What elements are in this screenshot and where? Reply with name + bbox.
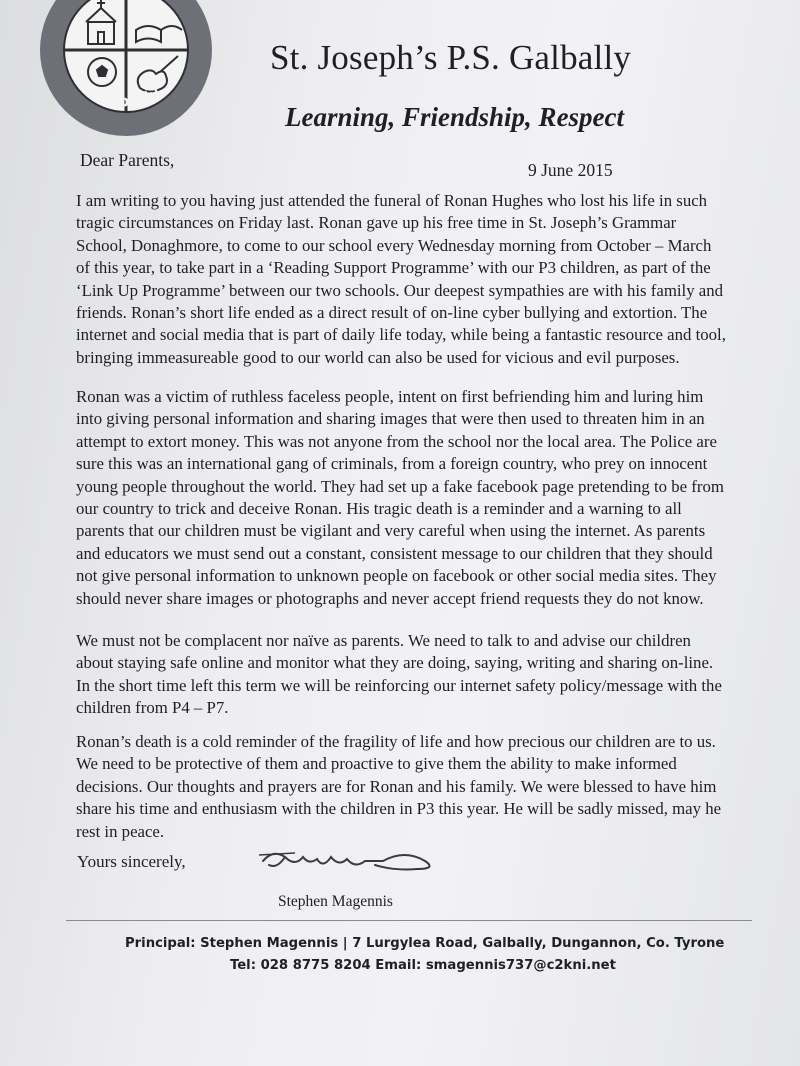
text-line: We need to be protective of them and proactive to give them the ability to make informed bbox=[76, 754, 677, 774]
handwritten-signature bbox=[255, 843, 445, 879]
school-motto: Learning, Friendship, Respect bbox=[285, 102, 625, 132]
text-line: and educators we must send out a constant, consistent message to our children that they should bbox=[76, 543, 713, 563]
letter-paragraph-4 bbox=[76, 731, 754, 843]
letter-date: 9 June 2015 bbox=[528, 160, 613, 180]
letter-closing: Yours sincerely, bbox=[77, 852, 186, 871]
text-line: We must not be complacent nor naïve as parents. We need to talk to and advise our children bbox=[76, 631, 691, 650]
text-line: ‘Link Up Programme’ between our two schools. Our deepest sympathies are with his family and bbox=[76, 280, 724, 300]
text-line: should never share images or photographs and never accept friend requests they do not know. bbox=[76, 588, 704, 608]
text-line: young people throughout the world. They had set up a fake facebook page pretending to be from bbox=[76, 476, 724, 496]
letter-paragraph-1 bbox=[76, 190, 754, 369]
letter-greeting: Dear Parents, bbox=[80, 150, 175, 170]
text-line: into giving personal information and sharing images that were then used to threaten him in an bbox=[76, 409, 705, 429]
text-line: Ronan’s death is a cold reminder of the fragility of life and how precious our children are to us. bbox=[76, 732, 716, 751]
signer-name: Stephen Magennis bbox=[278, 893, 393, 910]
crest-text: Galbally bbox=[87, 82, 165, 111]
text-line: bringing immeasureable good to our world can also be used for vicious and evil purposes. bbox=[76, 347, 680, 367]
text-line: not give personal information to unknown people on facebook or other social media sites. They bbox=[76, 566, 717, 586]
text-line: attempt to extort money. This was not anyone from the school nor the local area. The Police are bbox=[76, 431, 717, 451]
text-line: of this year, to take part in a ‘Reading Support Programme’ with our P3 children, as part of the bbox=[76, 258, 711, 278]
text-line: School, Donaghmore, to come to our school every Wednesday morning from October – March bbox=[76, 235, 712, 255]
letter-paragraph-3 bbox=[76, 630, 754, 720]
text-line: share his time and enthusiasm with the children in P3 this year. He will be sadly missed, may he bbox=[76, 799, 722, 819]
text-line: decisions. Our thoughts and prayers are for Ronan and his family. We were blessed to have him bbox=[76, 776, 717, 796]
text-line: our country to trick and deceive Ronan. His tragic death is a reminder and a warning to all bbox=[76, 499, 682, 519]
footer-divider bbox=[66, 920, 752, 921]
text-line: I am writing to you having just attended the funeral of Ronan Hughes who lost his life in such bbox=[76, 191, 708, 210]
school-crest-logo bbox=[36, 0, 216, 140]
text-line: parents that our children must be vigilant and very careful when using the internet. As parents bbox=[76, 521, 706, 541]
text-line: In the short time left this term we will be reinforcing our internet safety policy/message with the bbox=[76, 675, 722, 695]
letter-paragraph-2 bbox=[76, 386, 754, 610]
text-line: Ronan was a victim of ruthless faceless people, intent on first befriending him and luring him bbox=[76, 387, 704, 406]
footer-contact: Tel: 028 8775 8204 Email: smagennis737@c2kni.net bbox=[230, 958, 616, 973]
text-line: tragic circumstances on Friday last. Ronan gave up his free time in St. Joseph’s Grammar bbox=[76, 213, 677, 233]
school-name: St. Joseph’s P.S. Galbally bbox=[270, 38, 632, 77]
text-line: internet and social media that is part of daily life today, while being a fantastic resource and tool, bbox=[76, 325, 726, 345]
footer-address: Principal: Stephen Magennis | 7 Lurgylea Road, Galbally, Dungannon, Co. Tyrone bbox=[125, 936, 725, 951]
text-line: rest in peace. bbox=[76, 821, 165, 841]
text-line: children from P4 – P7. bbox=[76, 698, 229, 718]
text-line: friends. Ronan’s short life ended as a direct result of on-line cyber bullying and extortion. The bbox=[76, 303, 708, 323]
text-line: sure this was an international gang of criminals, from a foreign country, who prey on innocent bbox=[76, 454, 708, 474]
text-line: about staying safe online and monitor what they are doing, saying, writing and sharing on-line. bbox=[76, 653, 714, 673]
